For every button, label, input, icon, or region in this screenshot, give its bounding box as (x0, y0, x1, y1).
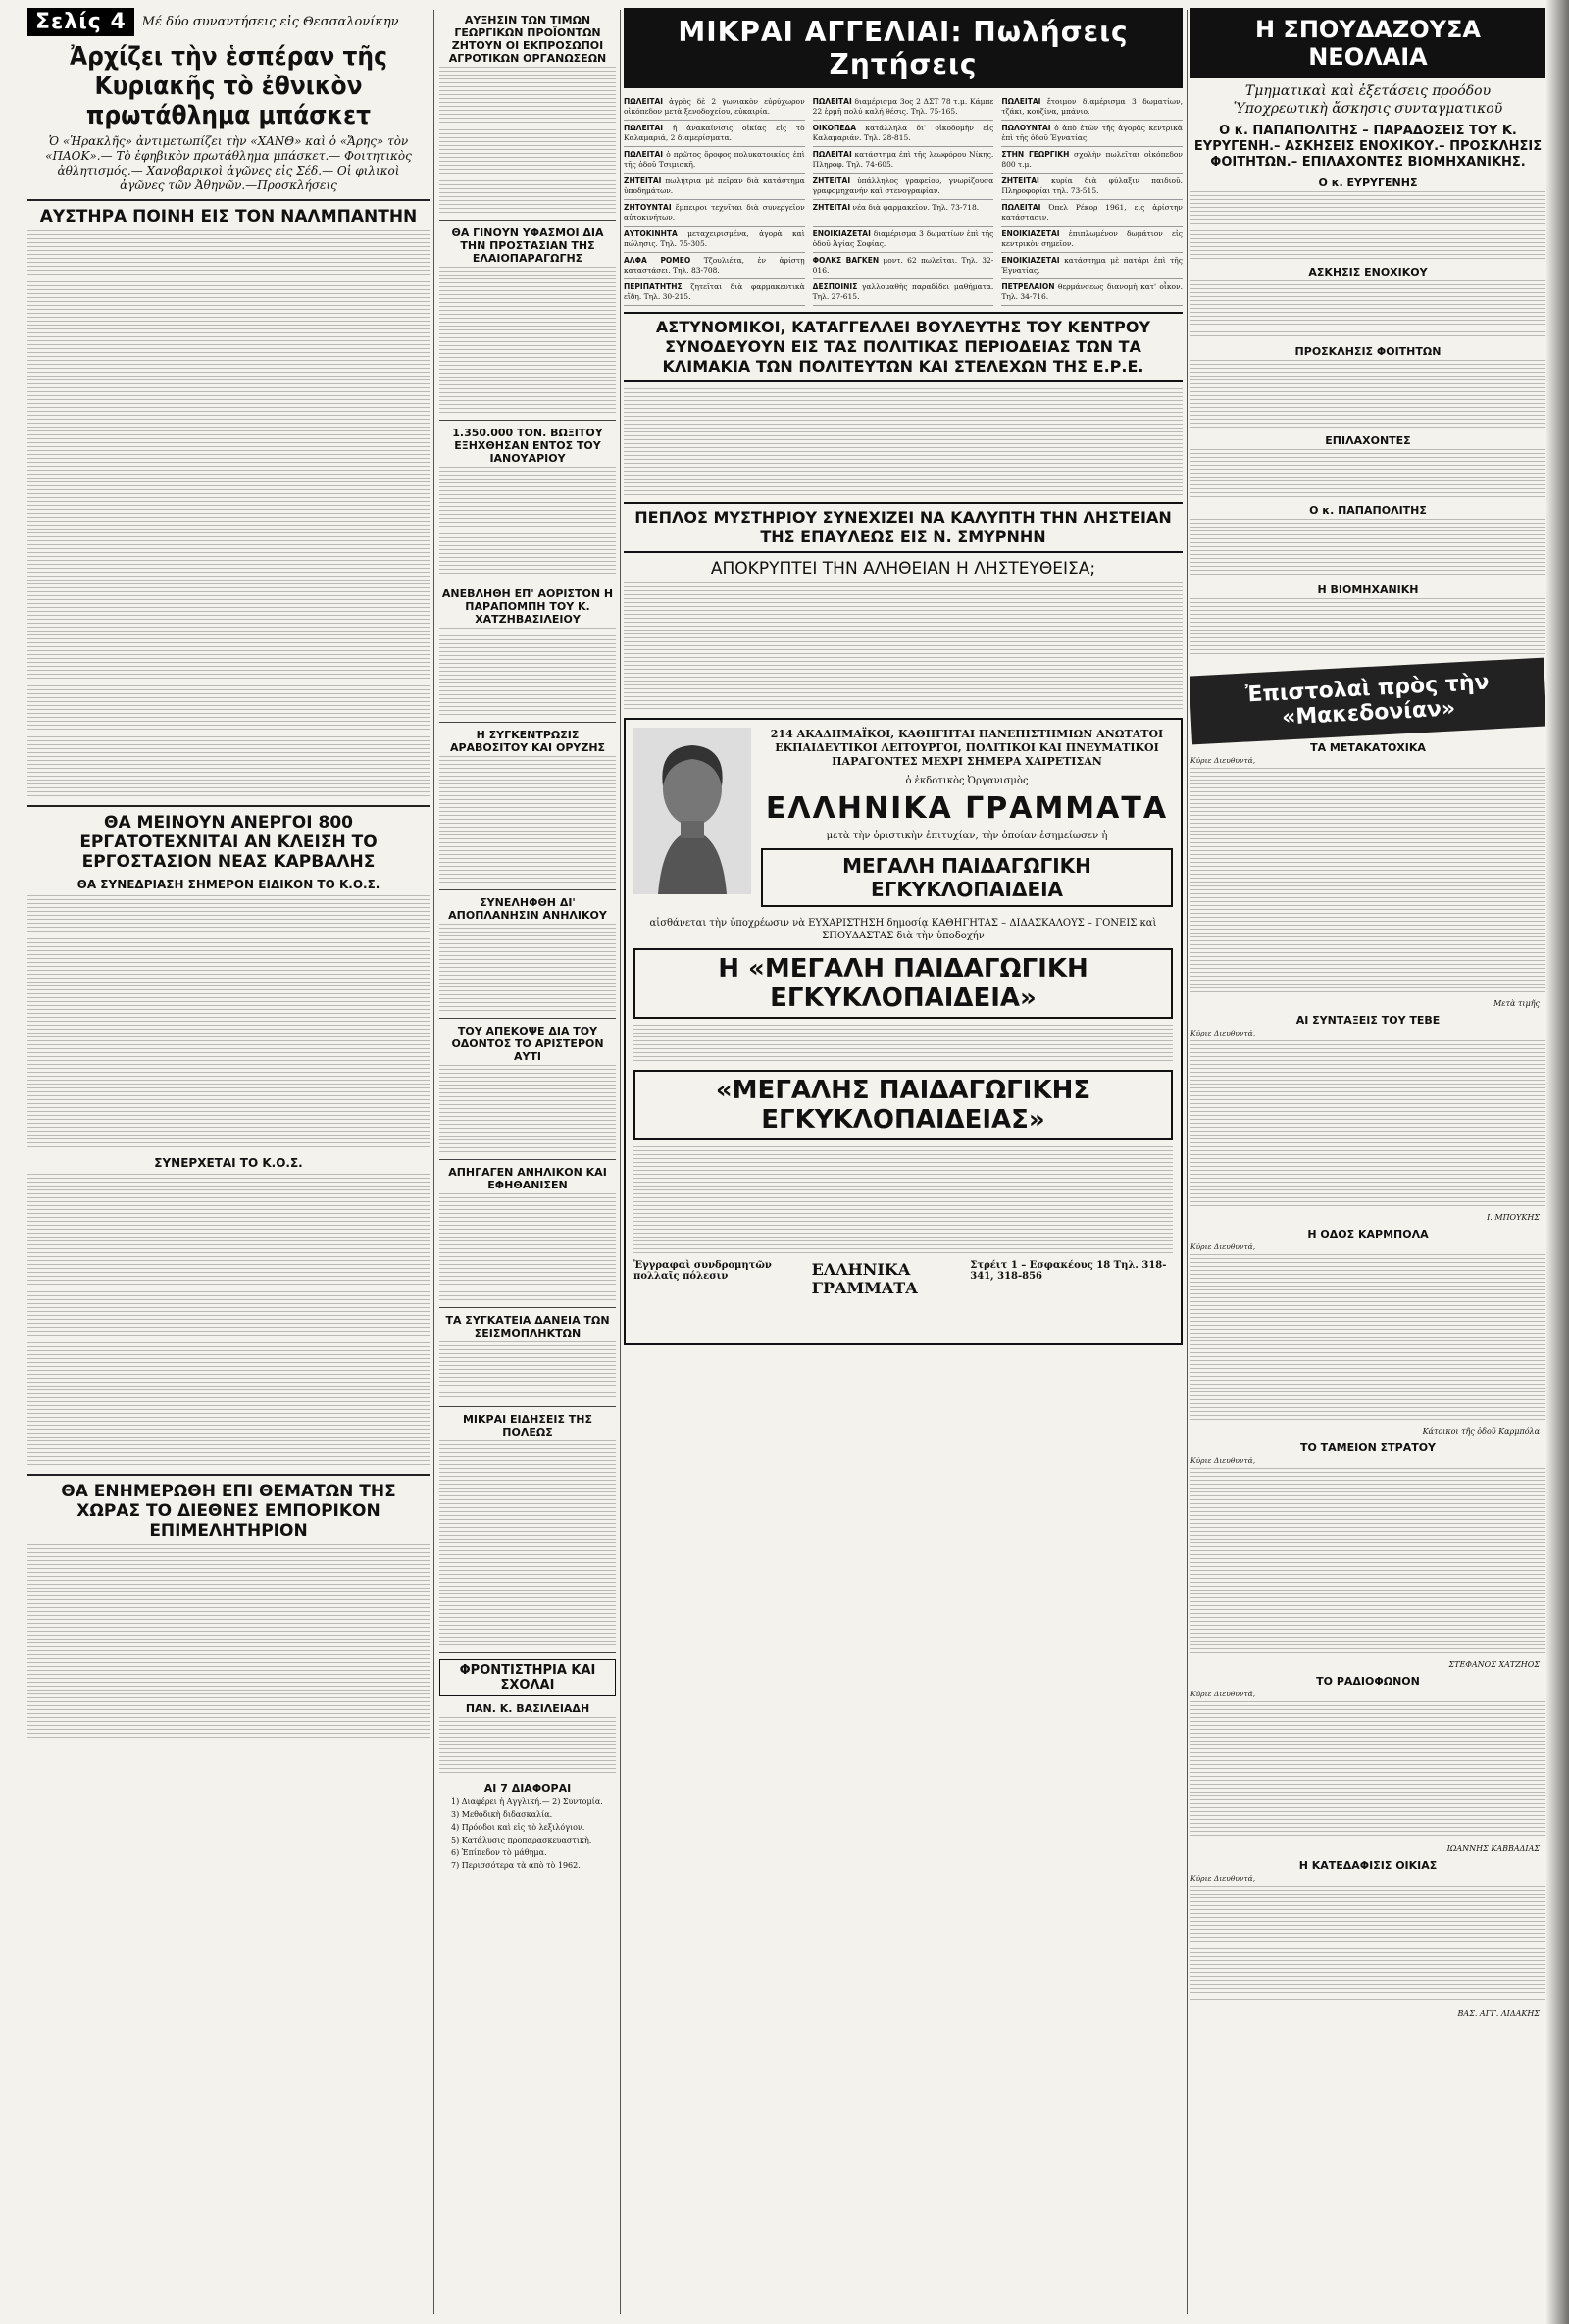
ad-text: ἔμπειροι τεχνῖται διὰ συνεργεῖον αὐτοκινήτων. (624, 203, 805, 222)
letters-banner: Ἐπιστολαὶ πρὸς τὴν «Μακεδονίαν» (1190, 658, 1545, 745)
column-rule (433, 10, 434, 2314)
ad-text: θερμάνσεως διανομὴ κατ' οἶκον. Τηλ. 34-716. (1001, 282, 1183, 301)
ad-text: ἡ ἀνακαίνισις οἰκίας εἰς τὸ Καλαμαριά, 2 διαμερίσματα. (624, 124, 805, 142)
column-rule (1187, 10, 1188, 2314)
ad-text: Όπελ Ρέκορ 1961, εἰς ἀρίστην κατάστασιν. (1001, 203, 1183, 222)
ad-text: Τζουλιέτα, ἐν ἀρίστῃ καταστάσει. Τηλ. 83-708. (624, 256, 805, 275)
divider (439, 1159, 616, 1160)
article-body (1190, 191, 1545, 260)
ad-text: κατάστημα ἐπὶ τῆς λεωφόρου Νίκης. Πληροφ. Τηλ. 74-605. (812, 150, 994, 169)
article-body (439, 267, 616, 414)
divider (27, 805, 430, 807)
classified-ads-grid (624, 94, 1183, 306)
ad-title: ΠΕΡΙΠΑΤΗΤΗΣ (624, 282, 683, 291)
news-headline: ΑΠΗΓΑΓΕΝ ΑΝΗΛΙΚΟΝ ΚΑΙ ΕΦΗΘΑΝΙΣΕΝ (448, 1166, 607, 1191)
article-headline: ΑΥΣΤΗΡΑ ΠΟΙΝΗ ΕΙΣ ΤΟΝ ΝΑΛΜΠΑΝΤΗΝ (39, 207, 418, 227)
promo-title: «ΜΕΓΑΛΗΣ ΠΑΙΔΑΓΩΓΙΚΗΣ ΕΓΚΥΚΛΟΠΑΙΔΕΙΑΣ» (633, 1070, 1173, 1140)
classified-ad (813, 200, 994, 227)
ad-text: ὁ πρῶτος ὄροφος πολυκατοικίας ἐπὶ τῆς ὁδοῦ Τσιμισκῆ. (624, 150, 805, 169)
ad-text: ζητεῖται διὰ φαρμακευτικὰ εἴδη. Τηλ. 30-215. (624, 282, 805, 301)
classified-ad (624, 253, 805, 279)
ad-title: ΖΗΤΕΙΤΑΙ (812, 203, 851, 212)
ad-title: ΖΗΤΕΙΤΑΙ (1001, 177, 1039, 185)
article-body (439, 467, 616, 575)
ad-title: ΦΟΛΚΣ ΒΑΓΚΕΝ (812, 256, 880, 265)
article-body (439, 924, 616, 1012)
scan-edge-shadow (1545, 0, 1569, 2324)
ad-title: ΠΕΤΡΕΛΑΙΟΝ (1001, 282, 1055, 291)
promo-title: ΜΕΓΑΛΗ ΠΑΙΔΑΓΩΓΙΚΗ ΕΓΚΥΚΛΟΠΑΙΔΕΙΑ (761, 848, 1173, 907)
column-classifieds (624, 8, 1183, 2314)
news-briefs (439, 14, 616, 1653)
letter-salutation: Κύριε Διευθυντά, (1190, 1874, 1256, 1883)
ad-text: μεταχειρισμένα, ἀγορὰ καὶ πώλησις. Τηλ. 75-305. (624, 229, 805, 248)
ad-title: ΠΩΛΟΥΝΤΑΙ (1001, 124, 1051, 132)
wide-headline: ΑΣΤΥΝΟΜΙΚΟΙ, ΚΑΤΑΓΓΕΛΛΕΙ ΒΟΥΛΕΥΤΗΣ ΤΟΥ ΚΕΝΤΡΟΥ ΣΥΝΟΔΕΥΟΥΝ ΕΙΣ ΤΑΣ ΠΟΛΙΤΙΚΑΣ ΠΕΡΙΟΔΕΙΑΣ ΤΩΝ ΤΑ ΚΛΙΜΑΚΙΑ ΤΩΝ ΠΟΛΙΤΕΥΤΩΝ ΚΑΙ ΣΤΕΛΕΧΩΝ ΤΗΣ Ε.Ρ.Ε. (624, 312, 1183, 382)
classified-ad (1001, 227, 1183, 253)
article-body (1190, 280, 1545, 339)
letter-title: ΤΟ ΡΑΔΙΟΦΩΝΟΝ (1316, 1675, 1420, 1688)
article-body (439, 756, 616, 884)
news-headline: ΜΙΚΡΑΙ ΕΙΔΗΣΕΙΣ ΤΗΣ ΠΟΛΕΩΣ (462, 1413, 593, 1439)
students-headline: Ο κ. ΠΑΠΑΠΟΛΙΤΗΣ – ΠΑΡΑΔΟΣΕΙΣ ΤΟΥ Κ. ΕΥΡΥΓΕΝΗ.– ΑΣΚΗΣΕΙΣ ΕΝΟΧΙΚΟΥ.– ΠΡΟΣΚΛΗΣΙΣ ΦΟΙΤΗΤΩΝ.– ΕΠΙΛΑΧΟΝΤΕΣ ΒΙΟΜΗΧΑΝΙΚΗΣ. (1193, 124, 1543, 170)
letter-title: Η ΚΑΤΕΔΑΦΙΣΙΣ ΟΙΚΙΑΣ (1298, 1859, 1438, 1872)
ad-text: πωλήτρια μὲ πεῖραν διὰ κατάστημα ὑποδημάτων. (624, 177, 805, 195)
ad-text: γαλλομαθὴς παραδίδει μαθήματα. Τηλ. 27-615. (812, 282, 994, 301)
news-headline: ΣΥΝΕΛΗΦΘΗ ΔΙ' ΑΠΟΠΛΑΝΗΣΙΝ ΑΝΗΛΙΚΟΥ (448, 896, 607, 922)
section-subheading: Ο κ. ΕΥΡΥΓΕΝΗΣ (1318, 177, 1418, 189)
article-body (27, 1174, 430, 1468)
promo-publisher-line: ὁ ἐκδοτικὸς Ὀργανισμὸς (905, 776, 1029, 786)
classified-ad (813, 227, 994, 253)
classified-ad (1001, 200, 1183, 227)
ad-title: ΟΙΚΟΠΕΔΑ (812, 124, 857, 132)
classified-ad (813, 94, 994, 121)
classified-ad (624, 147, 805, 174)
news-headline: ΤΑ ΣΥΓΚΑΤΕΙΑ ΔΑΝΕΙΑ ΤΩΝ ΣΕΙΣΜΟΠΛΗΚΤΩΝ (445, 1314, 610, 1339)
letter-title: Η ΟΔΟΣ ΚΑΡΜΠΟΛΑ (1307, 1228, 1429, 1240)
article-body (439, 1341, 616, 1400)
ad-text: σχολὴν πωλεῖται οἰκόπεδον 800 τ.μ. (1001, 150, 1183, 169)
promo-header (633, 728, 1173, 913)
ad-text: ἀγρὸς δὲ 2 γωνιακὸν εὐρύχωρον οἰκόπεδον μετὰ ξενοδοχείου, εὐκαιρία. (624, 97, 805, 116)
divider (439, 1307, 616, 1308)
article-body (1190, 360, 1545, 429)
diff-item: 6) Ἐπίπεδον τὸ μάθημα. (451, 1848, 547, 1857)
section-subheading: Η ΒΙΟΜΗΧΑΝΙΚΗ (1317, 583, 1419, 596)
ad-title: ΖΗΤΟΥΝΤΑΙ (624, 203, 672, 212)
promo-footer-order: Ἐγγραφαὶ συνδρομητῶν πολλαῖς πόλεσιν (633, 1260, 772, 1282)
promo-footer-address: Στρέιτ 1 – Εσφακέους 18 Τηλ. 318-341, 318-856 (970, 1260, 1167, 1282)
divider (439, 1652, 616, 1653)
masthead (27, 8, 430, 36)
letter-salutation: Κύριε Διευθυντά, (1190, 1029, 1256, 1037)
letter-signature: ΣΤΕΦΑΝΟΣ ΧΑΤΖΗΟΣ (1448, 1660, 1540, 1669)
promo-body (633, 1146, 1173, 1254)
ad-text: ἔτοιμον διαμέρισμα 3 δωματίων, τζάκι, κουζίνα, μπάνιο. (1001, 97, 1183, 116)
wide-headline: ΠΕΠΛΟΣ ΜΥΣΤΗΡΙΟΥ ΣΥΝΕΧΙΖΕΙ ΝΑ ΚΑΛΥΠΤΗ ΤΗΝ ΛΗΣΤΕΙΑΝ ΤΗΣ ΕΠΑΥΛΕΩΣ ΕΙΣ Ν. ΣΜΥΡΝΗΝ (624, 502, 1183, 553)
article-body (439, 1193, 616, 1301)
ad-title: ΔΕΣΠΟΙΝΙΣ (812, 282, 858, 291)
ad-title: ΠΩΛΕΙΤΑΙ (624, 124, 664, 132)
news-headline: ΑΝΕΒΛΗΘΗ ΕΠ' ΑΟΡΙΣΤΟΝ Η ΠΑΡΑΠΟΜΠΗ ΤΟΥ Κ. ΧΑΤΖΗΒΑΣΙΛΕΙΟΥ (441, 587, 614, 626)
ad-title: ΠΩΛΕΙΤΑΙ (624, 97, 664, 106)
letter-salutation: Κύριε Διευθυντά, (1190, 1456, 1256, 1465)
ad-title: ΠΩΛΕΙΤΑΙ (624, 150, 664, 159)
letter-body (1190, 1701, 1545, 1839)
tutoring-name: ΠΑΝ. Κ. ΒΑΣΙΛΕΙΑΔΗ (465, 1702, 590, 1715)
divider (439, 420, 616, 421)
promo-body (633, 1025, 1173, 1064)
divider (27, 1474, 430, 1476)
ad-title: ΠΩΛΕΙΤΑΙ (1001, 203, 1041, 212)
diff-item: 5) Κατάλυσις προπαρασκευαστικὴ. (451, 1836, 592, 1844)
news-headline: ΤΟΥ ΑΠΕΚΟΨΕ ΔΙΑ ΤΟΥ ΟΔΟΝΤΟΣ ΤΟ ΑΡΙΣΤΕΡΟΝ ΑΥΤΙ (451, 1025, 604, 1063)
divider (439, 722, 616, 723)
ad-title: ΕΝΟΙΚΙΑΖΕΤΑΙ (812, 229, 871, 238)
letter-title: ΤΟ ΤΑΜΕΙΟΝ ΣΤΡΑΤΟΥ (1299, 1441, 1437, 1454)
column-rule (620, 10, 621, 2314)
promo-line: αἰσθάνεται τὴν ὑποχρέωσιν νὰ ΕΥΧΑΡΙΣΤΗΣΗ δημοσίᾳ ΚΑΘΗΓΗΤΑΣ – ΔΙΔΑΣΚΑΛΟΥΣ – ΓΟΝΕΙΣ καὶ ΣΠΟΥΔΑΣΤΑΣ διὰ τὴν ὑποδοχήν (649, 918, 1157, 941)
letter-signature: Κάτοικοι τῆς ὁδοῦ Καρμπόλα (1422, 1427, 1540, 1436)
letter-body (1190, 768, 1545, 993)
letter-signature: Μετὰ τιμῆς (1493, 999, 1540, 1008)
article-headline: ΘΑ ΕΝΗΜΕΡΩΘΗ ΕΠΙ ΘΕΜΑΤΩΝ ΤΗΣ ΧΩΡΑΣ ΤΟ ΔΙΕΘΝΕΣ ΕΜΠΟΡΙΚΟΝ ΕΠΙΜΕΛΗΤΗΡΙΟΝ (61, 1482, 396, 1541)
classified-ad (1001, 279, 1183, 306)
classified-ad (813, 174, 994, 200)
classified-ad (1001, 174, 1183, 200)
letter-salutation: Κύριε Διευθυντά, (1190, 1242, 1256, 1251)
ad-text: ὑπάλληλος γραφείου, γνωρίζουσα γραφομηχανήν καὶ στενογραφίαν. (812, 177, 994, 195)
classified-ad (1001, 147, 1183, 174)
ad-text: ἐπιπλωμένον δωμάτιον εἰς κεντρικὸν σημεῖον. (1001, 229, 1183, 248)
article-body (27, 230, 430, 799)
article-body (439, 1065, 616, 1153)
classified-ad (624, 279, 805, 306)
letters-list (1190, 741, 1545, 2018)
ad-text: μοντ. 62 πωλεῖται. Τηλ. 32-016. (812, 256, 994, 275)
students-banner: Η ΣΠΟΥΔΑΖΟΥΣΑ ΝΕΟΛΑΙΑ (1190, 8, 1545, 78)
ad-title: ΠΩΛΕΙΤΑΙ (1001, 97, 1041, 106)
classified-ad (813, 121, 994, 147)
letter-signature: ΒΑΣ. ΑΓΓ. ΛΙΔΑΚΗΣ (1457, 2009, 1540, 2018)
divider (27, 199, 430, 201)
news-headline: 1.350.000 ΤΟΝ. ΒΩΞΙΤΟΥ ΕΞΗΧΘΗΣΑΝ ΕΝΤΟΣ ΤΟΥ ΙΑΝΟΥΑΡΙΟΥ (452, 427, 603, 465)
divider (439, 1018, 616, 1019)
ad-title: ΠΩΛΕΙΤΑΙ (812, 150, 852, 159)
article-body (439, 67, 616, 214)
students-sections (1190, 177, 1545, 657)
ad-title: ΕΝΟΙΚΙΑΖΕΤΑΙ (1001, 256, 1060, 265)
article-body (439, 628, 616, 716)
article-body (439, 1717, 616, 1776)
promo-brand: ΕΛΛΗΝΙΚΑ ΓΡΑΜΜΑΤΑ (765, 791, 1169, 826)
news-headline: Η ΣΥΓΚΕΝΤΡΩΣΙΣ ΑΡΑΒΟΣΙΤΟΥ ΚΑΙ ΟΡΥΖΗΣ (449, 729, 606, 754)
ad-text: διαμέρισμα 3ος 2 ΔΣΤ 78 τ.μ. Κάμπε 22 ἑρμῆ πολύ καλή θέσις. Τηλ. 75-165. (812, 97, 994, 116)
letter-body (1190, 1254, 1545, 1421)
article-body (439, 1440, 616, 1646)
promo-footer-brand: ΕΛΛΗΝΙΚΑ ΓΡΑΜΜΑΤΑ (811, 1260, 918, 1297)
classified-ad (624, 174, 805, 200)
ad-text: κατάλληλα δι' οἰκοδομὴν εἰς Καλαμαριάν. Τηλ. 28-815. (812, 124, 994, 142)
letter-signature: ΙΩΑΝΝΗΣ ΚΑΒΒΑΔΙΑΣ (1446, 1844, 1540, 1853)
ad-text: κατάστημα μὲ πατάρι ἐπὶ τῆς Ἐγνατίας. (1001, 256, 1183, 275)
letter-body (1190, 1468, 1545, 1654)
classifieds-banner: ΜΙΚΡΑΙ ΑΓΓΕΛΙΑΙ: Πωλήσεις Ζητήσεις (624, 8, 1183, 88)
ad-title: ΖΗΤΕΙΤΑΙ (812, 177, 851, 185)
ad-title: ΣΤΗΝ ΓΕΩΡΓΙΚΗ (1001, 150, 1070, 159)
masthead-subtitle: Μέ δύο συναντήσεις εἰς Θεσσαλονίκην (141, 15, 399, 29)
promo-title: Η «ΜΕΓΑΛΗ ΠΑΙΔΑΓΩΓΙΚΗ ΕΓΚΥΚΛΟΠΑΙΔΕΙΑ» (633, 948, 1173, 1019)
section-subheading: ΑΣΚΗΣΙΣ ΕΝΟΧΙΚΟΥ (1308, 266, 1428, 278)
letter-body (1190, 1040, 1545, 1207)
article-body (624, 388, 1183, 496)
column-students (1190, 8, 1545, 2314)
article-body (1190, 598, 1545, 657)
ad-title: ΠΩΛΕΙΤΑΙ (812, 97, 852, 106)
diff-item: 4) Πρόοδοι καὶ εἰς τὸ λεξιλόγιον. (451, 1823, 585, 1832)
article-body (1190, 519, 1545, 578)
article-subheadline: ΣΥΝΕΡΧΕΤΑΙ ΤΟ Κ.Ο.Σ. (154, 1156, 303, 1170)
diffs-title: ΑΙ 7 ΔΙΑΦΟΡΑΙ (483, 1782, 572, 1794)
section-subheading: ΕΠΙΛΑΧΟΝΤΕΣ (1325, 434, 1411, 447)
section-subheading: ΠΡΟΣΚΛΗΣΙΣ ΦΟΙΤΗΤΩΝ (1294, 345, 1442, 358)
classified-ad (624, 227, 805, 253)
article-body (624, 582, 1183, 710)
ad-title: ΕΝΟΙΚΙΑΖΕΤΑΙ (1001, 229, 1060, 238)
ad-text: ὁ ἀπὸ ἐτῶν τῆς ἀγορᾶς κεντρικὰ ἐπὶ τῆς ὁδοῦ Ἐγνατίας. (1001, 124, 1183, 142)
diff-item: 3) Μεθοδικὴ διδασκαλία. (451, 1810, 553, 1819)
article-body (1190, 449, 1545, 498)
ad-text: διαμέρισμα 3 δωματίων ἐπὶ τῆς ὁδοῦ Ἀγίας Σοφίας. (812, 229, 994, 248)
ad-title: ΑΛΦΑ ΡΟΜΕΟ (624, 256, 691, 265)
promo-line: μετὰ τὴν ὁριστικὴν ἐπιτυχίαν, τὴν ὁποίαν ἐσημείωσεν ἡ (826, 831, 1108, 841)
letter-signature: Ι. ΜΠΟΥΚΗΣ (1487, 1213, 1540, 1222)
ad-title: ΖΗΤΕΙΤΑΙ (624, 177, 662, 185)
news-headline: ΘΑ ΓΙΝΟΥΝ ΥΦΑΣΜΟΙ ΔΙΑ ΤΗΝ ΠΡΟΣΤΑΣΙΑΝ ΤΗΣ ΕΛΑΙΟΠΑΡΑΓΩΓΗΣ (451, 227, 604, 265)
ad-text: κυρία διὰ φύλαξιν παιδιοῦ. Πληροφορίαι τηλ. 73-515. (1001, 177, 1183, 195)
promo-intro: 214 ΑΚΑΔΗΜΑΪΚΟΙ, ΚΑΘΗΓΗΤΑΙ ΠΑΝΕΠΙΣΤΗΜΙΩΝ ΑΝΩΤΑΤΟΙ ΕΚΠΑΙΔΕΥΤΙΚΟΙ ΛΕΙΤΟΥΡΓΟΙ, ΠΟΛΙΤΙΚΟΙ ΚΑΙ ΠΝΕΥΜΑΤΙΚΟΙ ΠΑΡΑΓΟΝΤΕΣ ΜΕΧΡΙ ΣΗΜΕΡΑ ΧΑΙΡΕΤΙΣΑΝ (770, 728, 1164, 768)
classified-ad (1001, 253, 1183, 279)
divider (439, 220, 616, 221)
promo-footer (633, 1260, 1173, 1297)
page-number-label: Σελίς 4 (27, 8, 134, 36)
column-news (439, 8, 616, 2314)
encyclopedia-advertisement (624, 718, 1183, 1345)
lead-headline: Ἀρχίζει τὴν ἑσπέραν τῆς Κυριακῆς τὸ ἐθνικὸν πρωτάθλημα μπάσκετ (70, 42, 387, 130)
article-subheadline: ΘΑ ΣΥΝΕΔΡΙΑΣΗ ΣΗΜΕΡΟΝ ΕΙΔΙΚΟΝ ΤΟ Κ.Ο.Σ. (76, 878, 380, 891)
letter-body (1190, 1886, 1545, 2003)
column-sports (27, 8, 430, 2314)
classified-ad (813, 147, 994, 174)
diffs-list (439, 1796, 616, 1871)
letter-salutation: Κύριε Διευθυντά, (1190, 756, 1256, 765)
lead-deck: Ὁ «Ἡρακλῆς» ἀντιμετωπίζει τὴν «ΧΑΝΘ» καὶ ὁ «Ἄρης» τὸν «ΠΑΟΚ».— Τὸ ἐφηβικὸν πρωτάθλημα μπάσκετ.— Φοιτητικὸς ἀθλητισμός.— Χανοβαρικοὶ ἀγῶνες εἰς Σέδ.— Οἱ φιλικοὶ ἀγῶνες τῶν Ἀθηνῶν.—Προσκλήσεις (45, 134, 412, 192)
classified-ad (813, 253, 994, 279)
news-headline: ΑΥΞΗΣΙΝ ΤΩΝ ΤΙΜΩΝ ΓΕΩΡΓΙΚΩΝ ΠΡΟΪΟΝΤΩΝ ΖΗΤΟΥΝ ΟΙ ΕΚΠΡΟΣΩΠΟΙ ΑΓΡΟΤΙΚΩΝ ΟΡΓΑΝΩΣΕΩΝ (448, 14, 607, 65)
article-body (27, 1544, 430, 1741)
classified-ad (624, 200, 805, 227)
diff-item: 7) Περισσότερα τὰ ἀπὸ τὸ 1962. (451, 1861, 581, 1870)
classified-ad (813, 279, 994, 306)
divider (439, 889, 616, 890)
students-deck: Τμηματικαὶ καὶ ἐξετάσεις προόδου Ὑποχρεωτικὴ ἄσκησις συνταγματικοῦ (1233, 83, 1503, 117)
classified-ad (1001, 121, 1183, 147)
section-subheading: Ο κ. ΠΑΠΑΠΟΛΙΤΗΣ (1309, 504, 1427, 517)
divider (439, 1406, 616, 1407)
article-body (27, 895, 430, 1150)
classified-ad (1001, 94, 1183, 121)
classified-ad (624, 121, 805, 147)
wide-subheadline: ΑΠΟΚΡΥΠΤΕΙ ΤΗΝ ΑΛΗΘΕΙΑΝ Η ΛΗΣΤΕΥΘΕΙΣΑ; (710, 559, 1096, 579)
classical-bust-icon (633, 728, 751, 894)
letter-title: ΑΙ ΣΥΝΤΑΞΕΙΣ ΤΟΥ ΤΕΒΕ (1295, 1014, 1441, 1027)
letter-salutation: Κύριε Διευθυντά, (1190, 1690, 1256, 1698)
diff-item: 1) Διαφέρει ἡ Αγγλική.— 2) Συντομία. (451, 1797, 603, 1806)
article-headline: ΘΑ ΜΕΙΝΟΥΝ ΑΝΕΡΓΟΙ 800 ΕΡΓΑΤΟΤΕΧΝΙΤΑΙ ΑΝ ΚΛΕΙΣΗ ΤΟ ΕΡΓΟΣΤΑΣΙΟΝ ΝΕΑΣ ΚΑΡΒΑΛΗΣ (79, 813, 378, 872)
ad-title: ΑΥΤΟΚΙΝΗΤΑ (624, 229, 678, 238)
letter-title: ΤΑ ΜΕΤΑΚΑΤΟΧΙΚΑ (1310, 741, 1426, 754)
ad-text: νέα διὰ φαρμακεῖον. Τηλ. 73-718. (852, 203, 980, 212)
classified-ad (624, 94, 805, 121)
tutoring-title: ΦΡΟΝΤΙΣΤΗΡΙΑ ΚΑΙ ΣΧΟΛΑΙ (439, 1659, 616, 1696)
